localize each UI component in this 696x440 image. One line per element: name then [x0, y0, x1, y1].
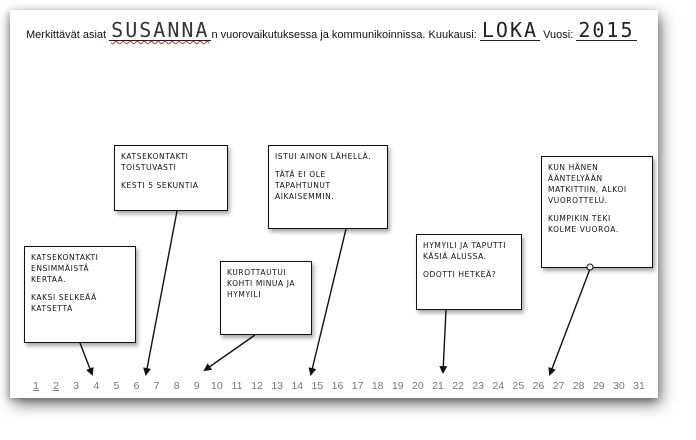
day-number: 27	[552, 380, 565, 392]
day-number: 28	[572, 380, 585, 392]
day-number: 31	[633, 380, 645, 392]
note-text: KUROTTAUTUI KOHTI MINUA JA HYMYILI	[227, 268, 296, 299]
arrow-day-11	[205, 335, 255, 370]
note-text: TÄTÄ EI OLE TAPAHTUNUT AIKAISEMMIN.	[275, 170, 335, 201]
day-number: 2	[53, 380, 60, 392]
header-prefix: Merkittävät asiat	[26, 29, 107, 41]
day-number: 23	[472, 380, 485, 392]
day-number: 18	[371, 380, 384, 392]
note-text: ISTUI AINON LÄHELLÄ.	[275, 152, 372, 161]
day-number: 26	[532, 380, 545, 392]
day-number: 24	[492, 380, 505, 392]
day-number: 12	[251, 380, 263, 392]
note-text: KUMPIKIN TEKI KOLME VUOROA.	[548, 214, 619, 234]
child-name: SUSANNA	[111, 18, 210, 42]
note-text: KAKSI SELKEÄÄ KATSETTA	[31, 293, 97, 313]
day-number: 15	[311, 380, 324, 392]
day-number: 6	[133, 380, 140, 392]
note-text: HYMYILI JA TAPUTTI KÄSIÄ ALUSSA.	[423, 241, 507, 261]
day-number: 20	[412, 380, 424, 392]
header-middle: n vuorovaikutuksessa ja kommunikoinnissa. Kuukausi:	[211, 29, 477, 41]
year-value: 2015	[578, 18, 635, 42]
day-number: 30	[613, 380, 625, 392]
day-number: 8	[173, 380, 180, 392]
note-text: KATSEKONTAKTI TOISTUVASTI	[121, 152, 189, 172]
arrow-day-8	[146, 211, 177, 374]
day-number: 19	[391, 380, 404, 392]
day-number: 22	[452, 380, 464, 392]
arrow-origin-dot	[587, 264, 593, 270]
arrow-day-5	[80, 343, 92, 374]
note-text: ODOTTI HETKEÄ?	[423, 270, 497, 279]
month-value: LOKA	[481, 18, 539, 42]
day-number: 9	[193, 380, 200, 392]
day-number: 16	[331, 380, 344, 392]
year-label: Vuosi:	[543, 29, 574, 41]
arrow-day-22	[443, 310, 446, 372]
arrow-day-27	[550, 269, 590, 374]
day-number: 10	[211, 380, 223, 392]
note-text: KATSEKONTAKTI ENSIMMÄISTÄ KERTAA.	[31, 253, 99, 284]
note-text: KUN HÄNEN ÄÄNTELYÄÄN MATKITTIIN, ALKOI VUOROTTELU.	[548, 163, 627, 205]
day-number: 17	[351, 380, 364, 392]
day-number: 5	[113, 380, 120, 392]
day-number: 25	[512, 380, 525, 392]
arrow-day-16	[311, 229, 346, 374]
day-number: 1	[33, 380, 39, 392]
day-number: 29	[592, 380, 605, 392]
day-scale	[0, 380, 696, 394]
day-number: 13	[271, 380, 284, 392]
day-number: 3	[73, 380, 80, 392]
day-number: 4	[93, 380, 100, 392]
note-text: KESTI 5 SEKUNTIA	[121, 181, 199, 190]
day-number: 21	[432, 380, 444, 392]
day-number: 11	[231, 380, 243, 392]
day-number: 7	[153, 380, 160, 392]
day-number: 14	[291, 380, 304, 392]
